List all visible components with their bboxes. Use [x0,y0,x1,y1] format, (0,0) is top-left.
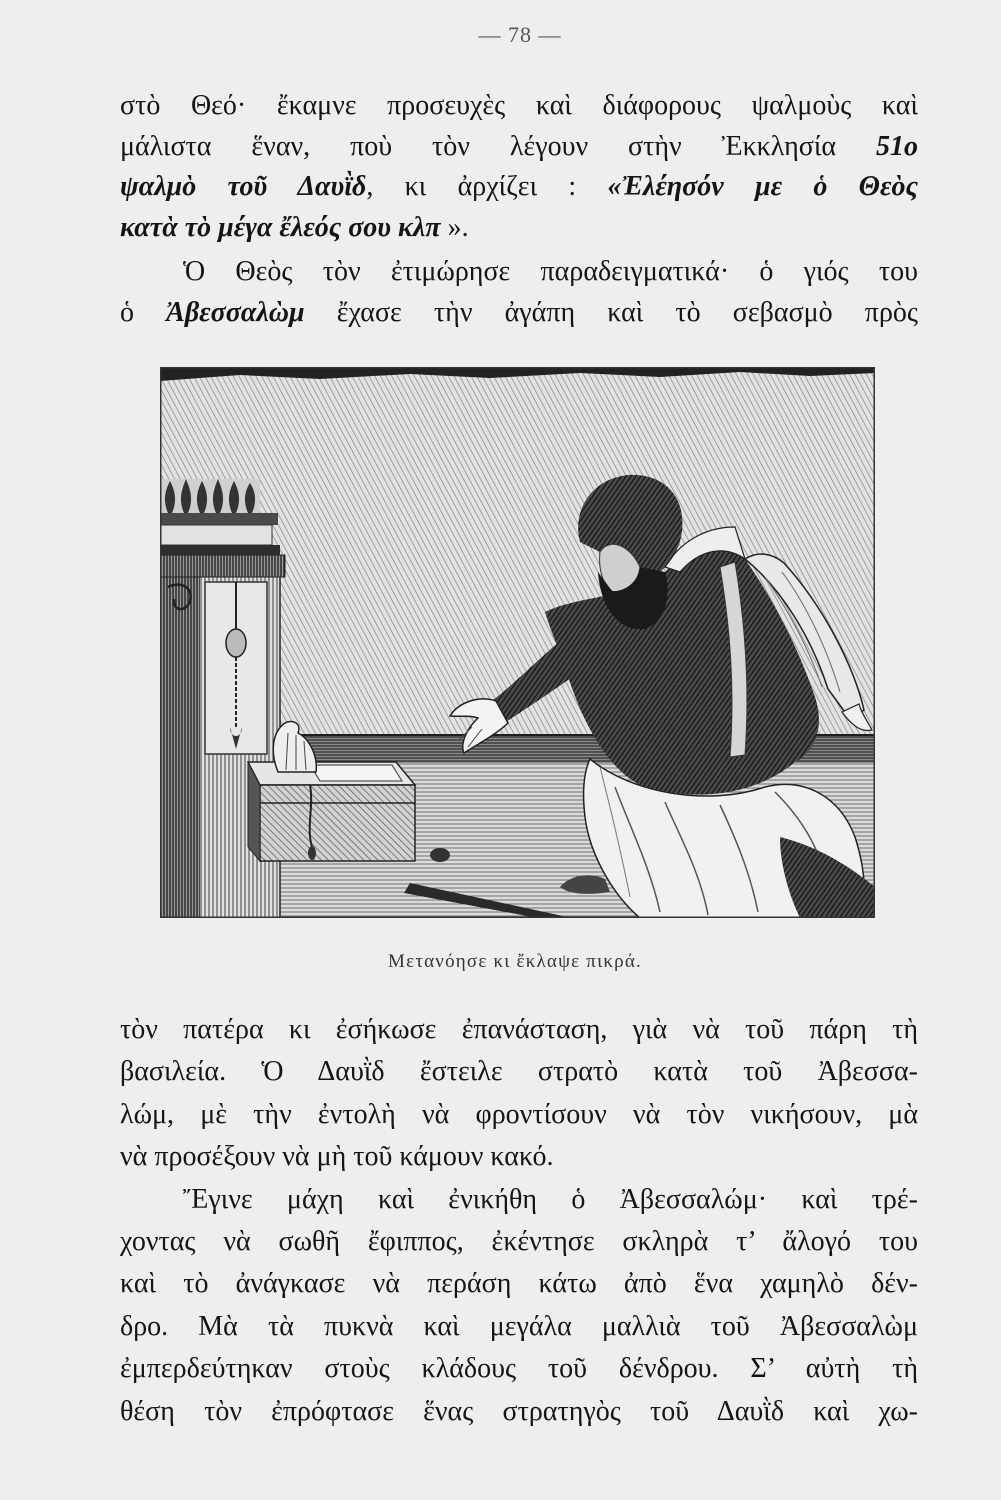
text-line [120,167,918,208]
text-segment: Ὁ Θεὸς τὸν ἐτιμώρησε παραδειγματικά· ὁ γιός του [183,256,918,287]
text-line: νὰ προσέξουν νὰ μὴ τοῦ κάμουν κακό. [120,1141,554,1173]
text-line [120,127,918,168]
text-line [120,208,918,249]
emphasized-text: 51ο [876,130,918,162]
text-line: τὸν πατέρα κι ἐσήκωσε ἐπανάσταση, γιὰ νὰ τοῦ πάρη τὴ [120,1014,918,1045]
text-line [120,86,918,127]
text-line: Ἔγινε μάχη καὶ ἐνικήθη ὁ Ἀβεσσαλώμ· καὶ τρέ- [183,1183,918,1215]
illustration [160,367,875,918]
text-line: ἐμπερδεύτηκαν στοὺς κλάδους τοῦ δένδρου. Σ’ αὐτὴ τὴ [120,1353,918,1385]
text-line [120,251,918,292]
text-segment: , κι ἀρχίζει : [366,171,608,202]
text-line: λώμ, μὲ τὴν ἐντολὴ νὰ φροντίσουν νὰ τὸν νικήσουν, μὰ [120,1098,918,1130]
text-line: βασιλεία. Ὁ Δαυῒδ ἔστειλε στρατὸ κατὰ τοῦ Ἀβεσσα- [120,1056,918,1088]
text-segment: ἔχασε τὴν ἀγάπη καὶ τὸ σεβασμὸ πρὸς [304,297,919,328]
paragraph-bottom [120,1009,918,1433]
emphasized-text: ψαλμὸ τοῦ Δαυῒδ [120,171,367,202]
emphasized-text: κατὰ τὸ μέγα ἔλεός σου κλπ [120,211,441,243]
text-line: θέση τὸν ἐπρόφτασε ἕνας στρατηγὸς τοῦ Δαυῒδ καὶ χω- [120,1395,918,1427]
text-line: καὶ τὸ ἀνάγκασε νὰ περάση κάτω ἀπὸ ἕνα χαμηλὸ δέν- [120,1268,918,1300]
text-line: δρο. Μὰ τὰ πυκνὰ καὶ μεγάλα μαλλιὰ τοῦ Ἀβεσσαλὼμ [120,1310,918,1342]
paragraph-top-1 [120,86,918,248]
text-segment: στὸ Θεό· ἔκαμνε προσευχὲς καὶ διάφορους ψαλμοὺς καὶ [120,90,918,121]
floor-pot [430,848,450,862]
scroll [310,765,402,781]
text-line [120,292,918,333]
engraving-svg [160,367,875,918]
text-segment: ὁ [120,297,167,328]
illustration-caption: Μετανόησε κι ἔκλαψε πικρά. [388,951,642,972]
emphasized-text: «Ἐλέησόν με ὁ Θεὸς [607,171,918,202]
text-line: χοντας νὰ σωθῆ ἔφιππος, ἐκέντησε σκληρὰ τ’ ἄλογό του [120,1225,918,1257]
emphasized-text: Ἀβεσσαλὼμ [166,297,305,328]
paragraph-top-2 [120,251,918,333]
page-number: — 78 — [478,22,562,47]
text-segment: ». [440,211,469,243]
text-segment: μάλιστα ἕναν, ποὺ τὸν λέγουν στὴν Ἐκκλησία [120,130,876,162]
